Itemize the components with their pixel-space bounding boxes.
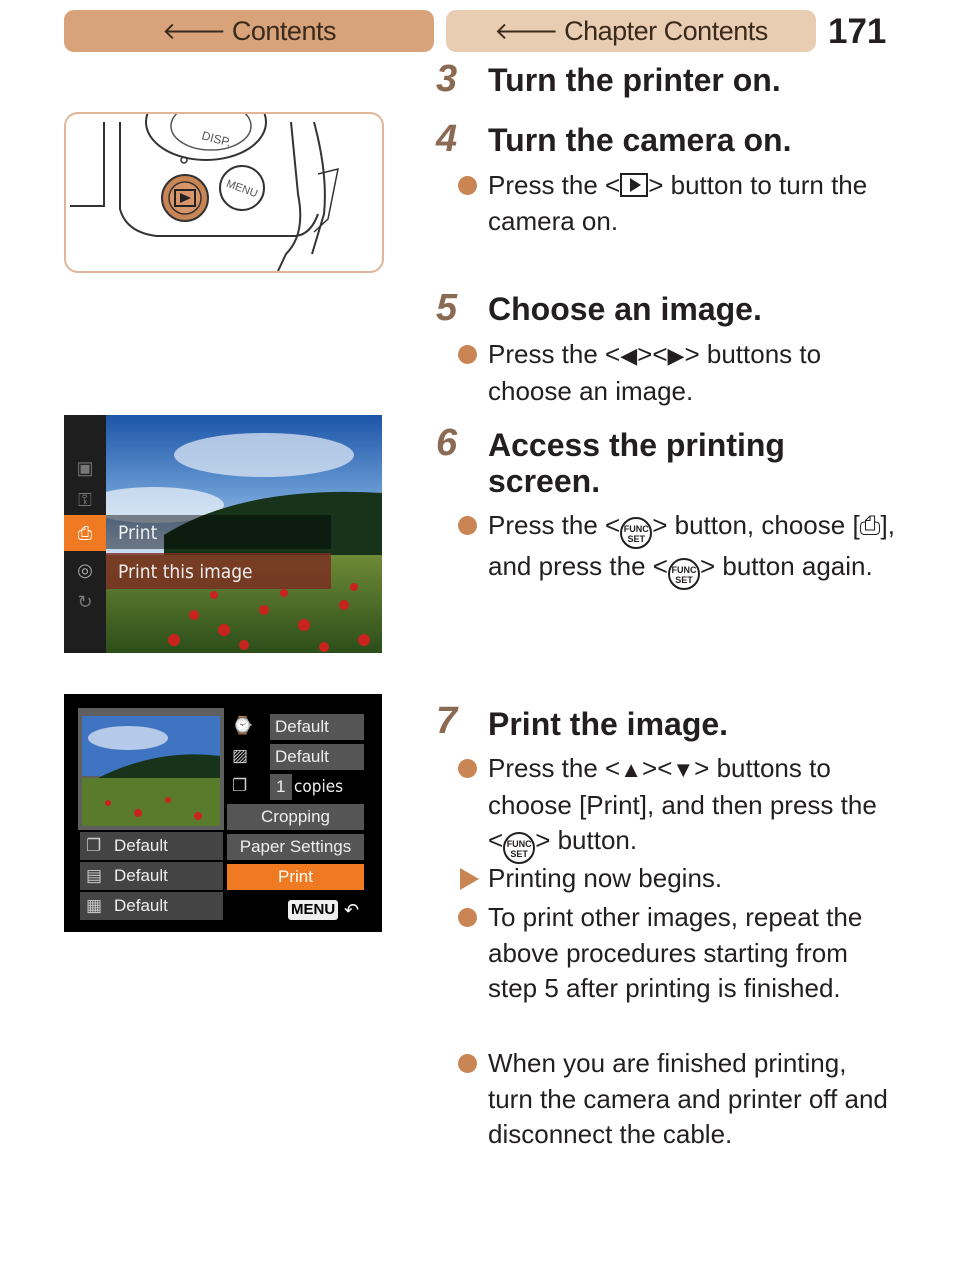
date-icon: ⌚: [232, 716, 254, 735]
lcd-print-settings-screenshot: [64, 694, 382, 932]
lcd-print-title: Print: [118, 522, 158, 544]
cropping-option: Cropping: [227, 804, 364, 830]
step7-bullet-3: When you are finished printing, turn the camera and printer off and disconnect the cable.: [458, 1046, 898, 1153]
return-icon: ↶: [344, 900, 360, 920]
bullet-dot-icon: [458, 1054, 477, 1073]
func-set-button-icon: FUNC SET: [620, 517, 652, 549]
bullet-dot-icon: [458, 176, 477, 195]
bullet-dot-icon: [458, 516, 477, 535]
detection-icon: ▣: [76, 458, 94, 478]
rotate-icon: ↻: [77, 592, 93, 612]
step7-bullet-1: Press the <▲><▼> buttons to choose [Print], and then press the < FUNC SET > button.: [458, 751, 898, 864]
lcd-print-this-image: Print this image: [118, 561, 253, 583]
print-option: Print: [227, 864, 364, 890]
bullet-dot-icon: [458, 759, 477, 778]
layout-icon: ▦: [86, 896, 103, 915]
back-arrow-icon: 🡐: [162, 18, 226, 45]
bullet-dot-icon: [458, 908, 477, 927]
playback-button-icon: [620, 173, 648, 197]
step4-bullet: Press the < > button to turn the camera on.: [458, 168, 898, 239]
step-title-5: Choose an image.: [488, 291, 762, 327]
paper-settings-option: Paper Settings: [227, 834, 364, 860]
protect-icon: ⚿: [78, 490, 92, 510]
lcd-print-menu-screenshot: [64, 415, 382, 653]
func-set-button-icon: FUNC SET: [503, 832, 535, 864]
step7-result: Printing now begins.: [458, 861, 898, 897]
camera-body-drawing: [66, 114, 382, 271]
slideshow-icon: ◎: [77, 560, 93, 580]
back-arrow-icon: 🡐: [494, 18, 559, 45]
paper-type-row: Default: [80, 862, 223, 890]
step-title-7: Print the image.: [488, 706, 729, 742]
file-no-setting: Default: [270, 744, 364, 770]
paper-size-icon: ❐: [86, 836, 102, 855]
right-arrow-icon: ▶: [667, 343, 685, 368]
print-icon: ⎙: [859, 510, 881, 540]
step-number-7: 7: [436, 700, 458, 742]
date-setting: Default: [270, 714, 364, 740]
thumbnail-photo: [78, 708, 224, 830]
copies-count: 1: [270, 774, 292, 800]
contents-nav-button[interactable]: [64, 10, 434, 52]
step-title-6: Access the printing screen.: [488, 427, 785, 499]
print-menu-icon: ⎙: [77, 523, 93, 543]
copies-label: copies: [294, 777, 344, 797]
step-title-3: Turn the printer on.: [488, 62, 781, 98]
step-number-5: 5: [436, 287, 458, 329]
step5-bullet: Press the <◀><▶> buttons to choose an image.: [458, 337, 898, 409]
step-title-4: Turn the camera on.: [488, 122, 792, 158]
layout-row: Default: [80, 892, 223, 920]
down-arrow-icon: ▼: [672, 757, 695, 782]
chapter-contents-nav-button[interactable]: [446, 10, 816, 52]
step-number-4: 4: [436, 118, 458, 160]
step7-bullet-2: To print other images, repeat the above procedures starting from step 5 after printing is finished.: [458, 900, 898, 1007]
step6-bullet: Press the < FUNC SET > button, choose [⎙], and press the < FUNC SET > button again.: [458, 508, 898, 590]
func-set-button-icon: FUNC SET: [668, 558, 700, 590]
bullet-dot-icon: [458, 345, 477, 364]
camera-back-illustration: [64, 112, 384, 273]
svg-text:DISP.: DISP.: [200, 128, 233, 150]
landscape-photo: [64, 415, 382, 653]
chapter-contents-nav-label: Chapter Contents: [564, 15, 768, 46]
paper-type-icon: ▤: [86, 866, 103, 885]
step-number-3: 3: [436, 58, 458, 100]
menu-badge: MENU: [288, 900, 338, 920]
result-arrow-icon: [460, 868, 479, 890]
page-number: 171: [828, 12, 887, 51]
paper-size-row: Default: [80, 832, 223, 860]
left-arrow-icon: ◀: [620, 343, 638, 368]
up-arrow-icon: ▲: [620, 757, 643, 782]
copies-icon: ❐: [232, 776, 248, 795]
svg-text:MENU: MENU: [224, 177, 260, 201]
step-number-6: 6: [436, 422, 458, 464]
contents-nav-label: Contents: [231, 15, 336, 46]
image-icon: ▨: [232, 746, 249, 765]
